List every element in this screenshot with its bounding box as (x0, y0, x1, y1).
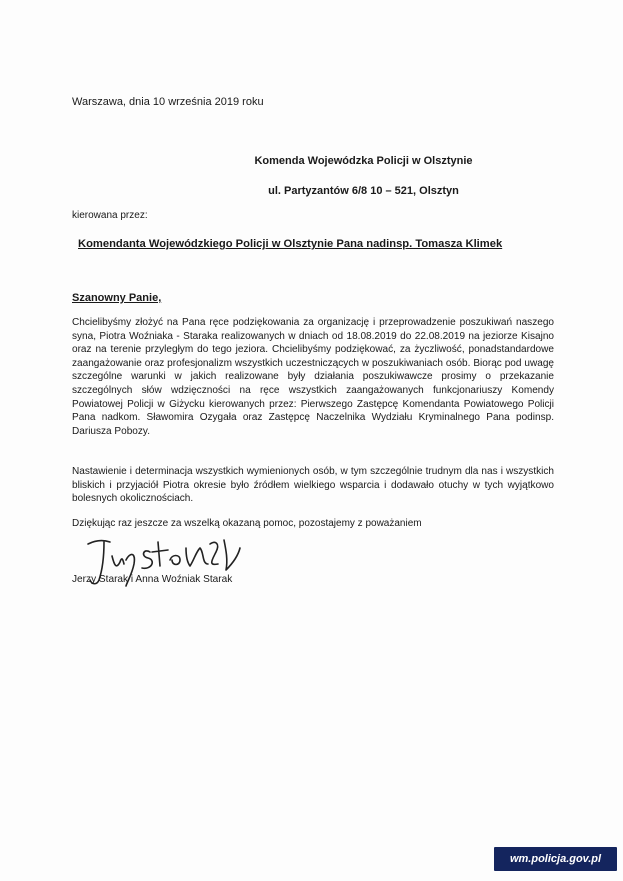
signatories: Jerzy Starak i Anna Woźniak Starak (72, 574, 233, 585)
addressee: Komendanta Wojewódzkiego Policji w Olsztynie Pana nadinsp. Tomasza Klimek (78, 238, 503, 250)
paragraph-thanks: Chcielibyśmy złożyć na Pana ręce podziękowania za organizację i przeprowadzenie poszukiwań naszego syna, Piotra Woźniaka - Staraka realizowanych w dniach od 18.08.2019 do 22.08.2019 na jeziorze Kisajno oraz na terenie przyległym do tego jeziora. Chcielibyśmy podziękować, za życzliwość, ponadstandardowe zaangażowanie oraz profesjonalizm wszystkich uczestniczących w poszukiwaniach osób. Biorąc pod uwagę szczególne warunki w jakich realizowane były działania poszukiwawcze prosimy o przekazanie szczególnych słów wdzięczności na ręce wszystkich zaangażowanych funkcjonariuszy Komendy Powiatowej Policji w Giżycku kierowanych przez: Pierwszego Zastępcę Komendanta Powiatowego Policji Pana nadkom. Sławomira Ozygała oraz Zastępcę Naczelnika Wydziału Kryminalnego Pana podinsp. Dariusza Pobozy. (72, 317, 554, 437)
salutation: Szanowny Panie, (72, 292, 162, 304)
paragraph-support: Nastawienie i determinacja wszystkich wymienionych osób, w tym szczególnie trudnym dla nas i wszystkich bliskich i przyjaciół Piotra okresie było źródłem wielkiego wsparcia i dodawało otuchy w tych wyjątkowo bolesnych okolicznościach. (72, 466, 554, 505)
place-date: Warszawa, dnia 10 września 2019 roku (72, 96, 264, 108)
recipient-address: ul. Partyzantów 6/8 10 – 521, Olsztyn (268, 185, 459, 197)
directed-by-label: kierowana przez: (72, 210, 148, 221)
recipient-organization: Komenda Wojewódzka Policji w Olsztynie (254, 155, 473, 167)
watermark-logo: wm.policja.gov.pl (494, 847, 617, 871)
paragraph-closing: Dziękując raz jeszcze za wszelką okazaną pomoc, pozostajemy z poważaniem (72, 518, 422, 529)
